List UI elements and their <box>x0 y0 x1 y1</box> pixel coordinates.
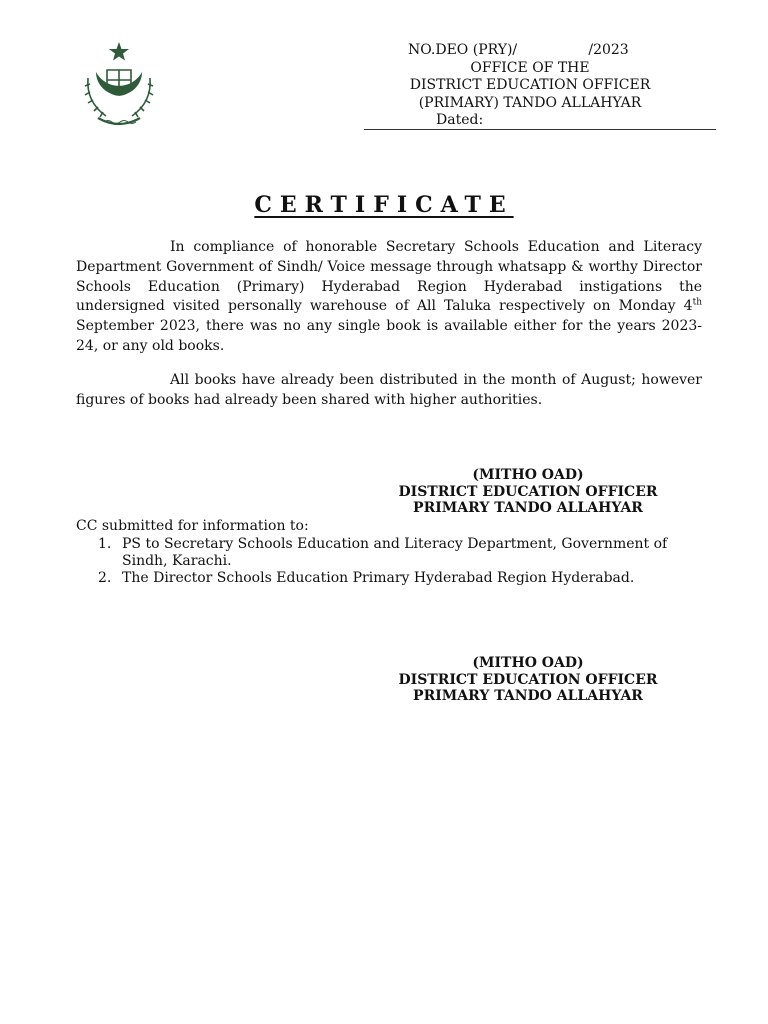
paragraph-2-text: All books have already been distributed in the month of August; however figures of books had already been shared with higher authorities. <box>76 372 702 408</box>
cc-heading: CC submitted for information to: <box>76 518 309 534</box>
office-header <box>380 42 680 130</box>
page-title <box>0 192 768 218</box>
signature-block-1 <box>380 467 676 517</box>
signature-block-2 <box>380 655 676 705</box>
paragraph-1-text-a: In compliance of honorable Secretary Schools Education and Literacy Department Government of Sindh/ Voice message through whatsapp & worthy Director Schools Education (Primary) Hyderabad Region Hyderabad instigations the undersigned visited personally warehouse of All Taluka respectively on Monday 4 <box>76 239 702 315</box>
signatory-designation: DISTRICT EDUCATION OFFICER <box>398 671 658 688</box>
list-item-text: The Director Schools Education Primary Hyderabad Region Hyderabad. <box>122 570 635 586</box>
header-divider <box>364 129 716 130</box>
office-line-1: OFFICE OF THE <box>470 59 590 76</box>
signatory-designation: DISTRICT EDUCATION OFFICER <box>398 483 658 500</box>
list-item-text: PS to Secretary Schools Education and Literacy Department, Government of Sindh, Karachi. <box>122 536 668 569</box>
list-item <box>76 570 702 587</box>
dated-label: Dated: <box>436 112 484 128</box>
list-number: 1. <box>98 536 112 552</box>
paragraph-1-text-b: September 2023, there was no any single book is available either for the years 2023- 24, or any old books. <box>76 318 702 354</box>
office-line-2: DISTRICT EDUCATION OFFICER <box>409 77 651 93</box>
emblem-icon <box>74 40 164 130</box>
list-number: 2. <box>98 570 112 586</box>
paragraph-1 <box>76 238 702 357</box>
list-item <box>76 536 702 570</box>
signatory-name: (MITHO OAD) <box>472 655 584 671</box>
signatory-office: PRIMARY TANDO ALLAHYAR <box>413 688 643 704</box>
ordinal-suffix: th <box>692 297 702 308</box>
emblem-logo <box>74 40 164 130</box>
paragraph-2 <box>76 371 702 411</box>
cc-list <box>76 536 702 587</box>
signatory-name: (MITHO OAD) <box>472 467 584 483</box>
office-line-3: (PRIMARY) TANDO ALLAHYAR <box>418 94 642 111</box>
reference-number: NO.DEO (PRY)/ /2023 <box>408 42 629 58</box>
certificate-title: CERTIFICATE <box>254 192 514 218</box>
signatory-office: PRIMARY TANDO ALLAHYAR <box>413 500 643 516</box>
